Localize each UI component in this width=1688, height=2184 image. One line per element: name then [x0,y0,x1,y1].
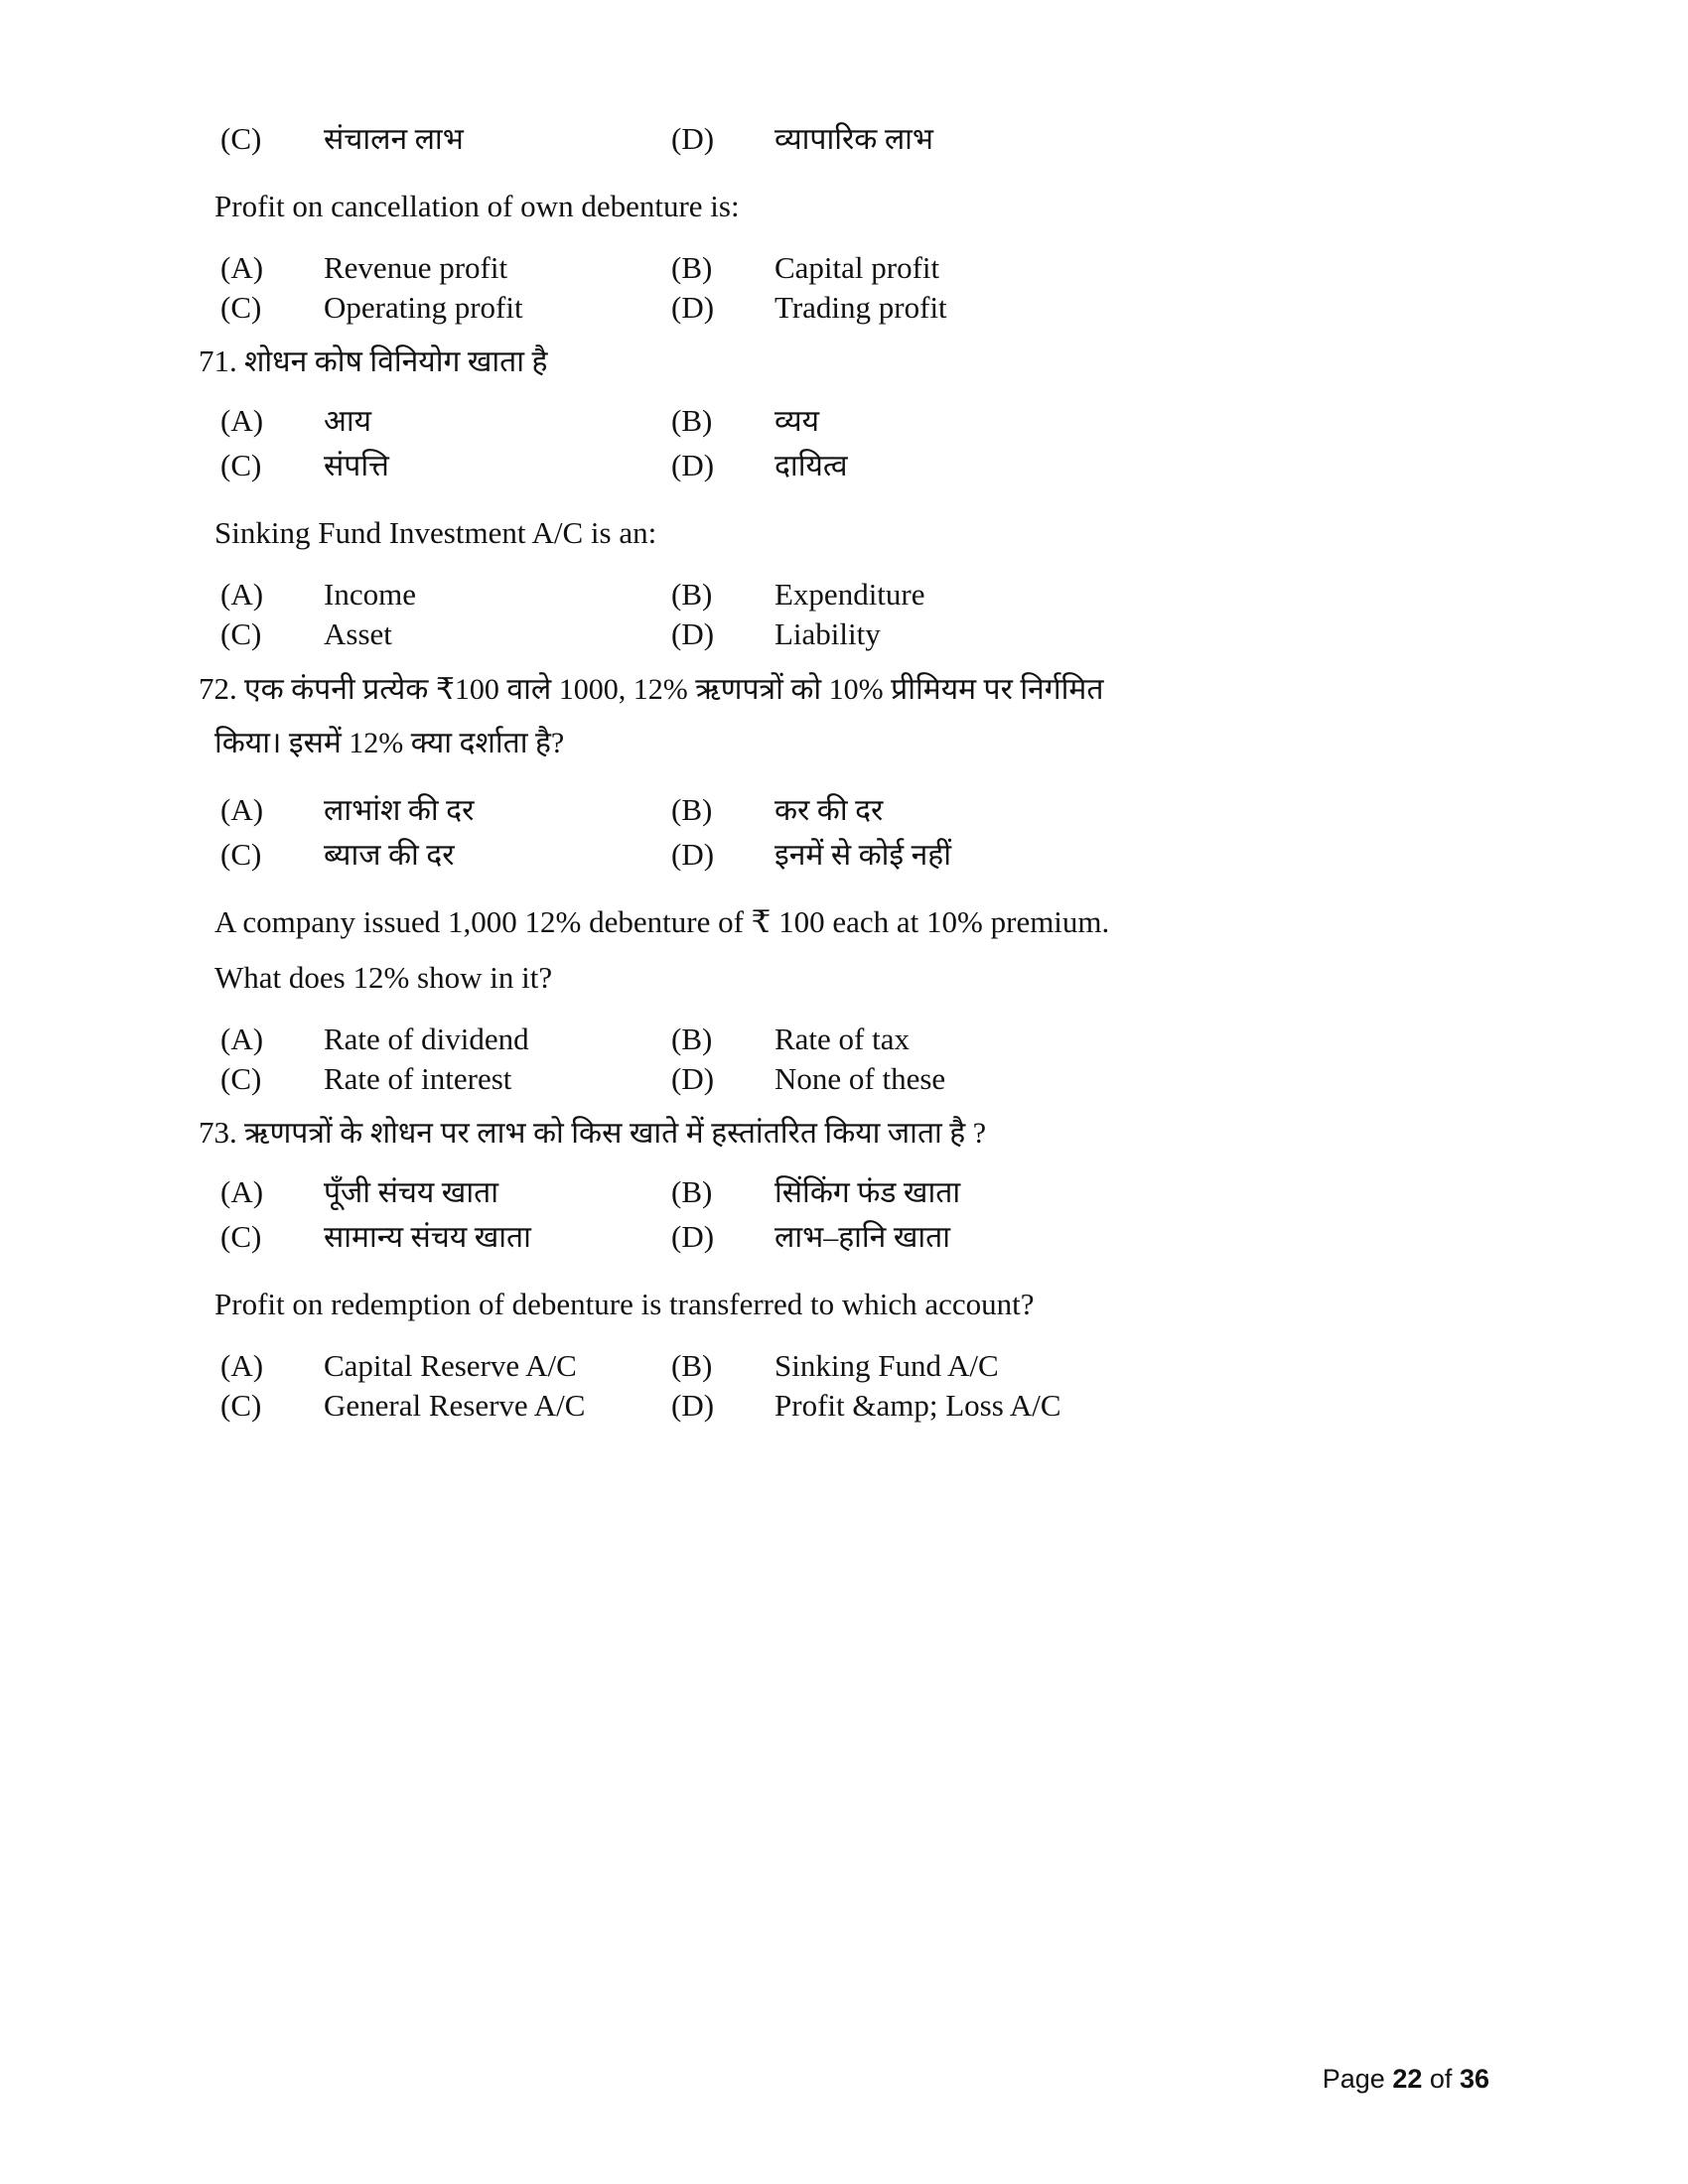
option-text-b: व्यय [774,405,820,439]
option-d [671,1061,1489,1097]
question-stem-english: Profit on cancellation of own debenture is: [214,189,740,223]
option-d [671,1388,1489,1424]
option-label-a: (A) [220,1021,264,1056]
option-row [199,290,1489,326]
option-row [199,1170,1489,1211]
page-footer [1323,2064,1489,2095]
option-text-c: Asset [324,615,392,651]
option-row [199,1348,1489,1384]
option-b [671,788,1489,829]
option-text-b: सिंकिंग फंड खाता [774,1176,961,1210]
option-text-b: Sinking Fund A/C [774,1347,999,1383]
option-text-b: Rate of tax [774,1021,911,1056]
option-text-c: Operating profit [324,289,523,325]
option-c [199,616,671,652]
footer-total-pages: 36 [1459,2064,1489,2094]
question-71 [199,340,1489,384]
option-c [199,1388,671,1424]
option-d [671,833,1489,874]
option-label-a: (A) [220,1174,264,1210]
option-text-d: Profit &amp; Loss A/C [774,1387,1061,1423]
option-a [199,250,671,286]
option-label-c: (C) [220,1219,262,1255]
option-a [199,1022,671,1057]
option-text-c: सामान्य संचय खाता [324,1221,531,1255]
option-label-b: (B) [671,1021,713,1056]
option-text-d: Trading profit [774,289,947,325]
option-text-a: लाभांश की दर [324,793,475,827]
option-label-a: (A) [220,791,264,827]
option-label-b: (B) [671,1347,713,1383]
option-b [671,1170,1489,1211]
option-text-d: इनमें से कोई नहीं [774,838,951,872]
option-row [199,788,1489,829]
option-a [199,1348,671,1384]
option-label-d: (D) [671,448,715,483]
option-label-d: (D) [671,1060,715,1096]
option-row [199,1215,1489,1256]
option-b [671,250,1489,286]
option-row [199,1022,1489,1057]
question-text-72-hindi-line2: किया। इसमें 12% क्या दर्शाता है? [214,727,565,760]
option-row [199,833,1489,874]
option-text-a: Capital Reserve A/C [324,1347,577,1383]
question-number-71: 71. [199,342,237,378]
option-label-c: (C) [220,121,262,156]
option-b [671,1348,1489,1384]
option-label-d: (D) [671,836,715,872]
option-row [199,250,1489,286]
option-a [199,577,671,613]
option-a [199,399,671,440]
option-label-c: (C) [220,289,262,325]
option-label-a: (A) [220,1347,264,1383]
option-text-a: पूँजी संचय खाता [324,1176,498,1210]
option-text-b: Capital profit [774,249,940,285]
question-text-73-hindi: ऋणपत्रों के शोधन पर लाभ को किस खाते में हस्तांतरित किया जाता है ? [244,1116,987,1150]
option-text-c: General Reserve A/C [324,1387,586,1423]
option-label-c: (C) [220,615,262,651]
option-a [199,1170,671,1211]
option-label-c: (C) [220,1387,262,1423]
option-c [199,1215,671,1256]
option-label-b: (B) [671,576,713,612]
question-number-73: 73. [199,1114,237,1150]
option-row [199,616,1489,652]
option-label-a: (A) [220,403,264,439]
option-label-d: (D) [671,615,715,651]
option-c [199,290,671,326]
option-label-b: (B) [671,403,713,439]
option-text-b: Expenditure [774,576,925,612]
option-text-d: व्यापारिक लाभ [774,123,934,156]
option-label-c: (C) [220,836,262,872]
option-c [199,117,671,158]
option-text-a: Income [324,576,416,612]
option-text-a: Rate of dividend [324,1021,529,1056]
question-stem-english: Sinking Fund Investment A/C is an: [214,515,657,551]
option-label-b: (B) [671,791,713,827]
option-c [199,1061,671,1097]
option-text-c: संचालन लाभ [324,123,464,156]
option-row [199,1061,1489,1097]
option-d [671,444,1489,484]
footer-prefix: Page [1322,2064,1385,2094]
option-b [671,577,1489,613]
question-number-72: 72. [199,670,237,706]
footer-page-number: 22 [1392,2064,1423,2094]
question-text-71-hindi: शोधन कोष विनियोग खाता है [244,344,548,378]
option-d [671,290,1489,326]
option-text-c: ब्याज की दर [324,838,455,872]
question-stem-english-line1: A company issued 1,000 12% debenture of ₹ 100 each at 10% premium. [214,903,1110,939]
option-d [671,117,1489,158]
question-stem-english: Profit on redemption of debenture is transferred to which account? [214,1287,1035,1322]
option-label-d: (D) [671,1219,715,1255]
option-text-d: लाभ–हानि खाता [774,1221,950,1255]
option-label-d: (D) [671,121,715,156]
option-label-d: (D) [671,1387,715,1423]
option-text-d: दायित्व [774,450,848,483]
option-label-d: (D) [671,289,715,325]
option-row [199,399,1489,440]
question-73 [199,1111,1489,1156]
option-text-a: आय [324,405,372,439]
option-a [199,788,671,829]
option-row [199,117,1489,158]
option-label-b: (B) [671,249,713,285]
footer-middle: of [1429,2064,1453,2094]
question-72 [199,666,1489,715]
option-d [671,616,1489,652]
option-d [671,1215,1489,1256]
option-row [199,577,1489,613]
option-b [671,1022,1489,1057]
question-stem-english-line2: What does 12% show in it? [214,960,553,996]
option-c [199,444,671,484]
option-row [199,444,1489,484]
option-row [199,1388,1489,1424]
option-c [199,833,671,874]
option-text-c: संपत्ति [324,450,389,483]
option-text-d: None of these [774,1060,946,1096]
option-label-c: (C) [220,448,262,483]
option-label-c: (C) [220,1060,262,1096]
option-text-a: Revenue profit [324,249,508,285]
question-text-72-hindi-line1: एक कंपनी प्रत्येक ₹100 वाले 1000, 12% ऋणपत्रों को 10% प्रीमियम पर निर्गमित [244,672,1104,706]
option-b [671,399,1489,440]
option-label-b: (B) [671,1174,713,1210]
option-text-c: Rate of interest [324,1060,512,1096]
option-label-a: (A) [220,249,264,285]
option-label-a: (A) [220,576,264,612]
option-text-d: Liability [774,615,881,651]
option-text-b: कर की दर [774,793,884,827]
